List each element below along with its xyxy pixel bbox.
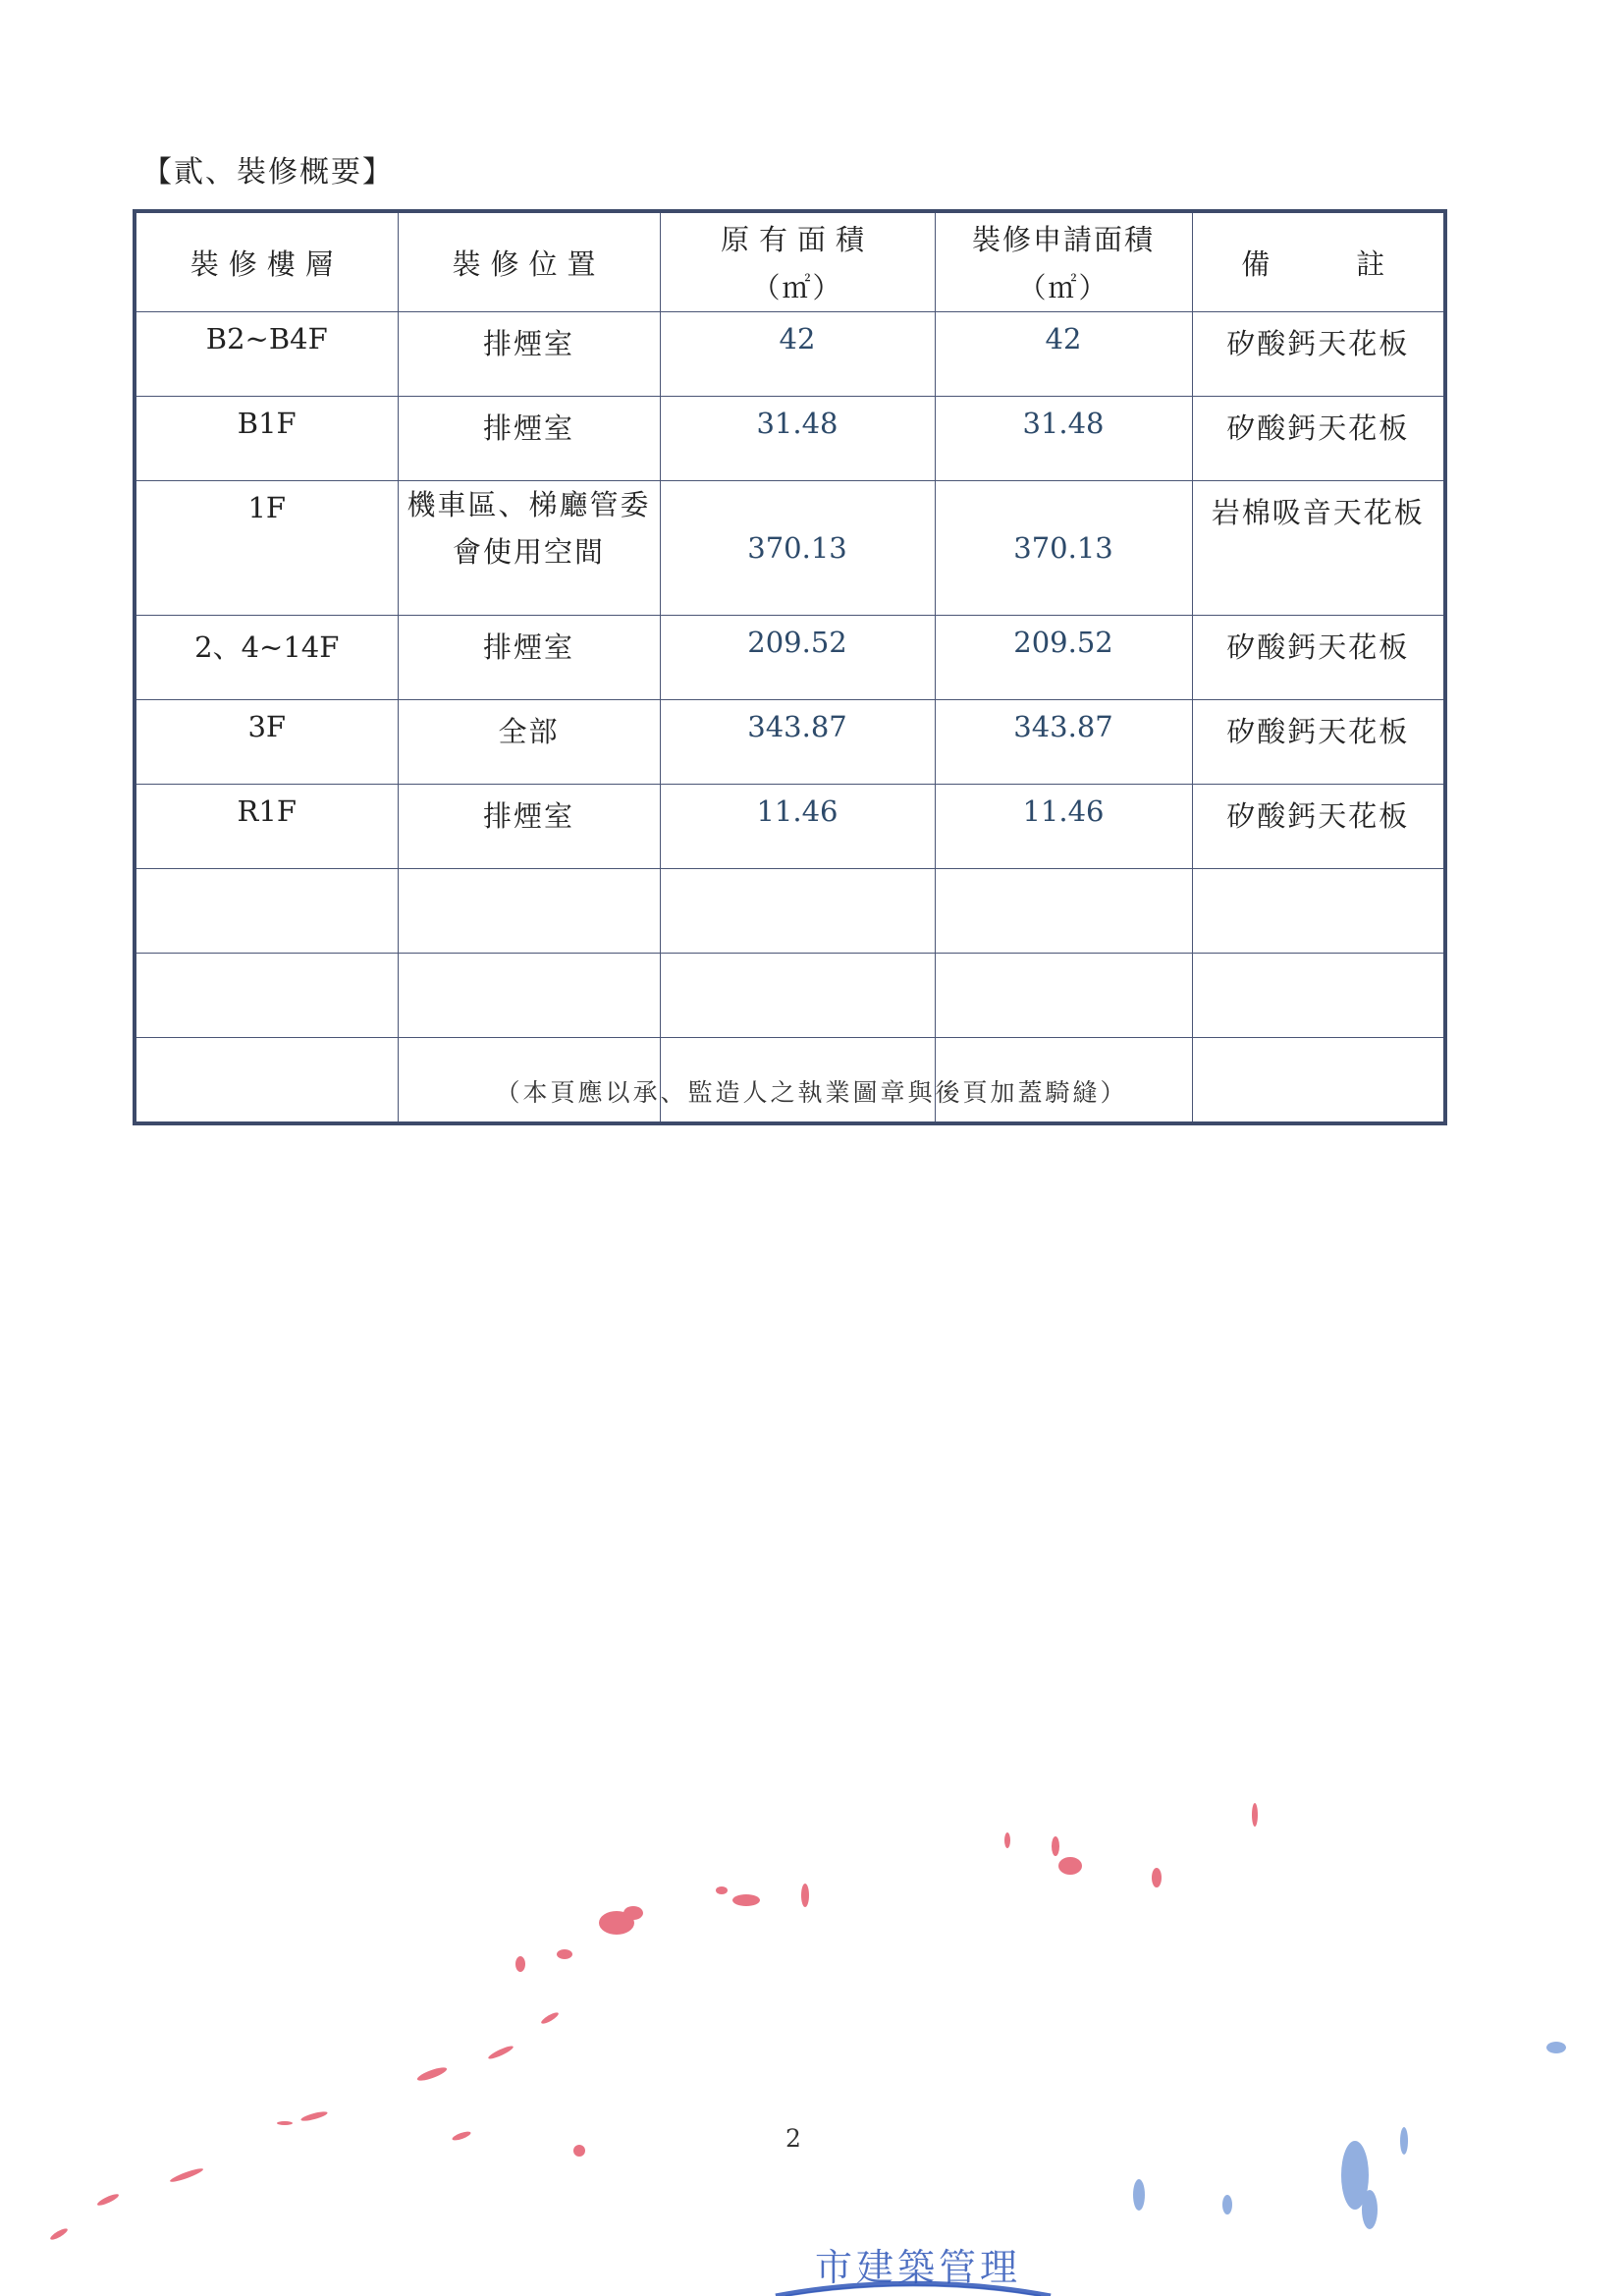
cell-applied-area: 370.13 [935, 481, 1192, 616]
table-row [135, 312, 1445, 397]
empty-cell [660, 954, 935, 1038]
cell-location: 全部 [398, 700, 660, 785]
table-header-row [135, 211, 1445, 312]
header-original-area-unit: （㎡） [751, 271, 843, 304]
cell-applied-area: 209.52 [935, 616, 1192, 700]
table-row-empty [135, 954, 1445, 1038]
page-number: 2 [785, 2124, 801, 2153]
cell-remark: 矽酸鈣天花板 [1192, 700, 1445, 785]
table-row-empty [135, 869, 1445, 954]
cell-remark: 矽酸鈣天花板 [1192, 616, 1445, 700]
cell-applied-area: 11.46 [935, 785, 1192, 869]
cell-original-area: 42 [660, 312, 935, 397]
cell-location: 排煙室 [398, 397, 660, 481]
cell-original-area: 343.87 [660, 700, 935, 785]
table-row [135, 397, 1445, 481]
empty-cell [135, 869, 398, 954]
table-row [135, 700, 1445, 785]
cell-floor: B2~B4F [135, 312, 398, 397]
table-row [135, 785, 1445, 869]
cell-remark: 矽酸鈣天花板 [1192, 312, 1445, 397]
cell-location: 排煙室 [398, 616, 660, 700]
seal-icon [776, 2246, 1051, 2296]
header-applied-area-unit: （㎡） [1017, 271, 1109, 304]
cell-applied-area: 343.87 [935, 700, 1192, 785]
footnote: （本頁應以承、監造人之執業圖章與後頁加蓋騎縫） [495, 1078, 1128, 1107]
cell-original-area: 11.46 [660, 785, 935, 869]
cell-floor: 3F [135, 700, 398, 785]
renovation-overview-table [133, 209, 1447, 1125]
header-original-area: 原有面積 （㎡） [660, 211, 935, 312]
cell-applied-area: 42 [935, 312, 1192, 397]
table-row [135, 481, 1445, 616]
empty-cell [935, 869, 1192, 954]
cell-applied-area: 31.48 [935, 397, 1192, 481]
cell-remark: 矽酸鈣天花板 [1192, 397, 1445, 481]
cell-floor: R1F [135, 785, 398, 869]
cell-location: 排煙室 [398, 312, 660, 397]
empty-cell [398, 954, 660, 1038]
cell-floor: 1F [135, 481, 398, 616]
cell-floor: B1F [135, 397, 398, 481]
cell-location: 排煙室 [398, 785, 660, 869]
header-location: 裝修位置 [398, 211, 660, 312]
cell-remark: 矽酸鈣天花板 [1192, 785, 1445, 869]
empty-cell [1192, 954, 1445, 1038]
cell-original-area: 209.52 [660, 616, 935, 700]
header-remark: 備 註 [1192, 211, 1445, 312]
cell-location: 機車區、梯廳管委會使用空間 [398, 481, 660, 616]
header-applied-area: 裝修申請面積 （㎡） [935, 211, 1192, 312]
empty-cell [135, 954, 398, 1038]
header-floor: 裝修樓層 [135, 211, 398, 312]
table-row [135, 616, 1445, 700]
cell-original-area: 370.13 [660, 481, 935, 616]
cell-remark: 岩棉吸音天花板 [1192, 481, 1445, 616]
cell-original-area: 31.48 [660, 397, 935, 481]
empty-cell [660, 869, 935, 954]
empty-cell [935, 954, 1192, 1038]
empty-cell [1192, 869, 1445, 954]
seal-text: 市建築管理 [815, 2246, 1022, 2289]
cell-floor: 2、4~14F [135, 616, 398, 700]
section-title: 【貳、裝修概要】 [142, 155, 394, 190]
empty-cell [398, 869, 660, 954]
